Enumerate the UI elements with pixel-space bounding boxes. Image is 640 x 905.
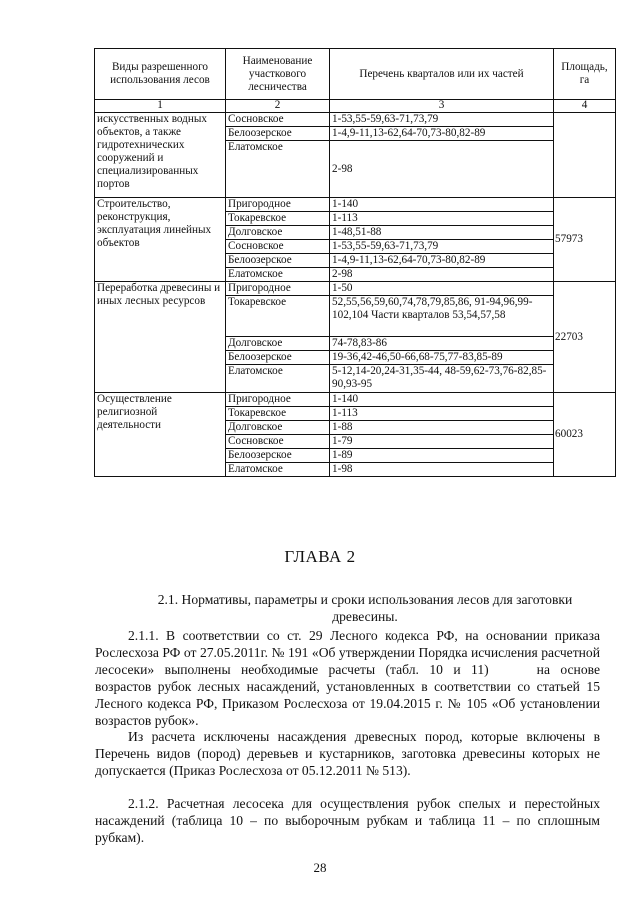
- forestry-cell: Пригородное: [226, 393, 330, 407]
- quarters-cell: 2-98: [330, 141, 554, 198]
- header-quarters: Перечень кварталов или их частей: [330, 49, 554, 100]
- forestry-cell: Сосновское: [226, 113, 330, 127]
- forestry-cell: Белоозерское: [226, 127, 330, 141]
- forestry-cell: Белоозерское: [226, 449, 330, 463]
- paragraph: [95, 627, 600, 729]
- quarters-cell: 1-113: [330, 212, 554, 226]
- use-type-cell: Строительство, реконструкция, эксплуатация линейных объектов: [95, 198, 226, 282]
- forestry-cell: Белоозерское: [226, 351, 330, 365]
- forestry-cell: Токаревское: [226, 296, 330, 337]
- forestry-cell: Сосновское: [226, 435, 330, 449]
- quarters-cell: 1-98: [330, 463, 554, 477]
- forestry-cell: Пригородное: [226, 198, 330, 212]
- table-row: [95, 282, 616, 296]
- quarters-cell: 1-48,51-88: [330, 226, 554, 240]
- forestry-cell: Елатомское: [226, 463, 330, 477]
- column-number: 1: [95, 100, 226, 113]
- page-number: 28: [313, 860, 327, 875]
- paragraph-text: 2.1.1. В соответствии со ст. 29 Лесного кодекса РФ, на основании приказа Рослесхоза РФ от 27.05.2011г. № 191 «Об утверждении Порядка исчисления расчетной лесосеки» выполнены необходимые расчеты (табл. 10 и 11): [95, 628, 600, 677]
- quarters-cell: 1-88: [330, 421, 554, 435]
- column-number: 4: [554, 100, 616, 113]
- forestry-cell: Белоозерское: [226, 254, 330, 268]
- header-use-type: Виды разрешенного использования лесов: [95, 49, 226, 100]
- forestry-cell: Долговское: [226, 226, 330, 240]
- quarters-cell: 1-53,55-59,63-71,73,79: [330, 113, 554, 127]
- paragraph-text: на основе возрастов рубок лесных насаждений, установленных в соответствии со статьей 15 Лесного кодекса РФ, Приказом Рослесхоза от 19.04.2015 г. № 105 «Об установлении возрастов рубок».: [95, 662, 601, 728]
- quarters-cell: 1-140: [330, 198, 554, 212]
- forestry-cell: Токаревское: [226, 407, 330, 421]
- area-cell: [554, 113, 616, 198]
- column-number: 3: [330, 100, 554, 113]
- quarters-cell: 1-4,9-11,13-62,64-70,73-80,82-89: [330, 254, 554, 268]
- table-header-row: [95, 49, 616, 100]
- paragraph: Из расчета исключены насаждения древесных пород, которые включены в Перечень видов (пород) деревьев и кустарников, заготовка древесины которых не допускается (Приказ Рослесхоза от 05.12.2011 № 513).: [95, 729, 600, 778]
- table-row: [95, 393, 616, 407]
- quarters-cell: 1-53,55-59,63-71,73,79: [330, 240, 554, 254]
- paragraph: 2.1.2. Расчетная лесосека для осуществления рубок спелых и перестойных насаждений (таблица 10 – по выборочным рубкам и таблица 11 – по сплошным рубкам).: [95, 796, 600, 845]
- table-row: [95, 113, 616, 127]
- quarters-cell: 5-12,14-20,24-31,35-44, 48-59,62-73,76-82,85-90,93-95: [330, 365, 554, 393]
- quarters-cell: 1-50: [330, 282, 554, 296]
- quarters-cell: 1-89: [330, 449, 554, 463]
- forestry-cell: Пригородное: [226, 282, 330, 296]
- header-forestry: Наименование участкового лесничества: [226, 49, 330, 100]
- quarters-cell: 2-98: [330, 268, 554, 282]
- forestry-cell: Елатомское: [226, 141, 330, 198]
- use-type-cell: искусственных водных объектов, а также гидротехнических сооружений и специализированных портов: [95, 113, 226, 198]
- forestry-cell: Токаревское: [226, 212, 330, 226]
- quarters-cell: 52,55,56,59,60,74,78,79,85,86, 91-94,96,99-102,104 Части кварталов 53,54,57,58: [330, 296, 554, 337]
- forestry-cell: Долговское: [226, 421, 330, 435]
- chapter-title: ГЛАВА 2: [284, 547, 356, 566]
- column-number-row: [95, 100, 616, 113]
- forest-use-table: [94, 48, 616, 477]
- use-type-cell: Осуществление религиозной деятельности: [95, 393, 226, 477]
- table-row: [95, 198, 616, 212]
- quarters-cell: 74-78,83-86: [330, 337, 554, 351]
- area-cell: 57973: [554, 198, 616, 282]
- forestry-cell: Сосновское: [226, 240, 330, 254]
- forestry-cell: Елатомское: [226, 365, 330, 393]
- area-cell: 22703: [554, 282, 616, 393]
- column-number: 2: [226, 100, 330, 113]
- quarters-cell: 1-113: [330, 407, 554, 421]
- section-title: 2.1. Нормативы, параметры и сроки использования лесов для заготовки древесины.: [157, 592, 573, 624]
- forestry-cell: Елатомское: [226, 268, 330, 282]
- quarters-cell: 1-4,9-11,13-62,64-70,73-80,82-89: [330, 127, 554, 141]
- header-area: Площадь, га: [554, 49, 616, 100]
- forestry-cell: Долговское: [226, 337, 330, 351]
- use-type-cell: Переработка древесины и иных лесных ресурсов: [95, 282, 226, 393]
- area-cell: 60023: [554, 393, 616, 477]
- quarters-cell: 1-79: [330, 435, 554, 449]
- quarters-cell: 19-36,42-46,50-66,68-75,77-83,85-89: [330, 351, 554, 365]
- quarters-cell: 1-140: [330, 393, 554, 407]
